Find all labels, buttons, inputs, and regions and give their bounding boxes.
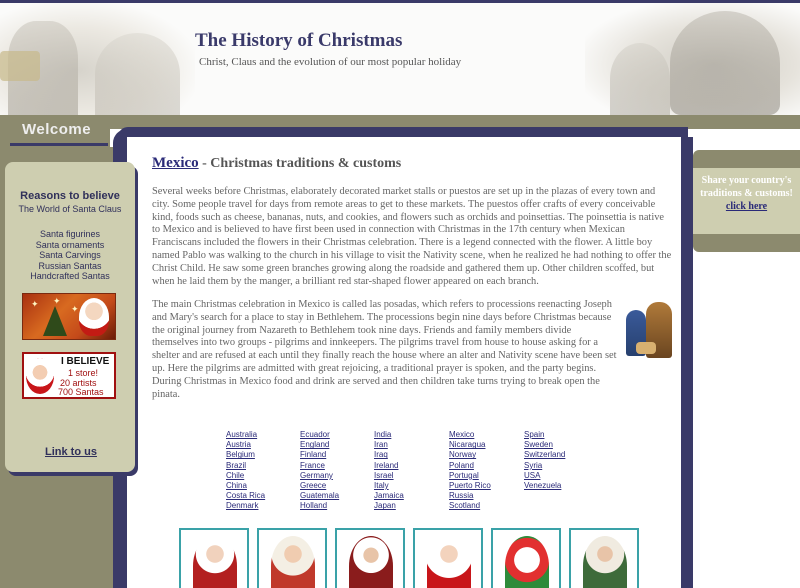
christmas-tree-icon [43, 306, 67, 336]
country-link[interactable]: Mexico [152, 155, 199, 171]
santa-thumbnail[interactable] [491, 528, 561, 588]
star-icon: ✦ [71, 304, 79, 314]
santa-figurine-image [193, 536, 237, 588]
country-link[interactable]: Nicaragua [449, 440, 486, 450]
site-subtitle: Christ, Claus and the evolution of our most popular holiday [199, 56, 462, 68]
santa-figurine-image [349, 536, 393, 588]
country-link[interactable]: Finland [300, 450, 327, 460]
country-link[interactable]: Norway [449, 450, 477, 460]
country-link[interactable]: India [374, 430, 392, 439]
country-link[interactable]: Poland [449, 460, 474, 470]
country-link[interactable]: Iran [374, 440, 388, 450]
country-link[interactable]: Switzerland [524, 450, 566, 460]
santa-figurine-image [271, 536, 315, 588]
share-box-top [693, 150, 800, 168]
santa-figurine-image [583, 536, 627, 588]
country-link[interactable]: Italy [374, 481, 389, 491]
share-click-here-link[interactable]: click here [725, 201, 768, 212]
santa-icon [79, 298, 109, 336]
country-link[interactable]: Scotland [449, 501, 481, 511]
country-list-col-3 [374, 430, 404, 512]
share-box [693, 168, 800, 234]
santa-thumbnail[interactable] [257, 528, 327, 588]
santa-figurine-image [427, 536, 471, 588]
sidebar-subheading: The World of Santa Claus [18, 204, 122, 214]
country-link[interactable]: Ecuador [300, 430, 330, 439]
sidebar-item-russian-santas[interactable]: Russian Santas [38, 260, 102, 271]
sidebar-list [5, 229, 135, 282]
country-link[interactable]: Spain [524, 430, 545, 439]
welcome-underline [10, 143, 108, 146]
nativity-manger [636, 342, 656, 354]
nativity-image [622, 302, 676, 360]
navy-frame-top [118, 127, 688, 137]
country-link[interactable]: Syria [524, 460, 543, 470]
country-link[interactable]: Russia [449, 491, 474, 501]
country-link[interactable]: Iraq [374, 450, 388, 460]
country-link[interactable]: Germany [300, 470, 333, 480]
share-text: Share your country's traditions & customs! [700, 175, 793, 199]
promo-line-1: I BELIEVE [61, 356, 110, 367]
country-link[interactable]: USA [524, 470, 541, 480]
country-link[interactable]: England [300, 440, 330, 450]
welcome-label: Welcome [22, 121, 92, 138]
paragraph-markets: Several weeks before Christmas, elaborately decorated market stalls or puestos are set up in the plazas of every town and city. Some people travel for days from remote areas to get to these markets. The puestos offer crafts of every conceivable kind, foods such as cheese, bananas, nuts, and cookies, and flowers such as orchids and poinsettias. The poinsettia is native to Mexico and is believed to have first been used in connection with Christmas in the 17th century when Mexican Franciscans included the flowers in their Christmas celebration. There is a legend connected with the flower. A little boy named Pablo was walking to the church in his village to visit the Nativity scene, when he realized he had nothing to offer the Christ Child. He saw some green branches growing along the roadside and gathered them up. Other children scoffed, but when he laid them by the manger, a brilliant red star-shaped flower appeared on each branch. [152, 186, 672, 287]
country-link[interactable]: Mexico [449, 430, 475, 439]
country-link[interactable]: Puerto Rico [449, 481, 491, 491]
santa-icon [26, 358, 54, 394]
header-figure-right [670, 11, 780, 115]
country-link[interactable]: Belgium [226, 450, 255, 460]
share-box-bottom [693, 234, 800, 252]
country-link[interactable]: Guatemala [300, 491, 340, 501]
header-figure-left-2 [95, 33, 180, 115]
site-title: The History of Christmas [195, 30, 403, 51]
sidebar-item-santa-figurines[interactable]: Santa figurines [39, 229, 101, 239]
country-list-col-4 [449, 430, 491, 512]
country-link[interactable]: Israel [374, 470, 394, 480]
country-list-col-1 [226, 430, 265, 512]
santa-thumbnail[interactable] [335, 528, 405, 588]
santa-thumbnail[interactable] [569, 528, 639, 588]
santa-figurine-image [505, 536, 549, 588]
country-link[interactable]: Denmark [226, 501, 259, 511]
star-icon: ✦ [31, 299, 39, 309]
paragraph-posadas: The main Christmas celebration in Mexico is called las posadas, which refers to processions reenacting Joseph and Mary's search for a place to stay in Bethlehem. The processions begin nine days before Christmas because the original journey from Nazareth to Bethlehem took nine days. Friends and family members divide themselves into two groups - pilgrims and innkeepers. The pilgrims travel from house to house asking for a shelter and are refused at each until they finally reach the house where an alter and Nativity scene have been set up. Here the pilgrims are admitted with great rejoicing, a traditional prayer is spoken, and the party begins. During Christmas in Mexico food and drink are served and then children take turns trying to break open the pinata. [152, 299, 617, 400]
country-link[interactable]: Holland [300, 501, 328, 511]
country-link[interactable]: Venezuela [524, 481, 562, 491]
header-art-left [0, 3, 195, 115]
header-hat [0, 51, 40, 81]
header-art-right [585, 3, 800, 115]
sidebar-item-santa-carvings[interactable]: Santa Carvings [39, 250, 101, 260]
country-link[interactable]: Chile [226, 470, 245, 480]
sidebar-heading: Reasons to believe [20, 190, 120, 202]
country-link[interactable]: Costa Rica [226, 491, 266, 501]
country-link[interactable]: France [300, 460, 325, 470]
country-link[interactable]: Jamaica [374, 491, 404, 501]
santa-thumbnail[interactable] [413, 528, 483, 588]
promo-line-2: 1 store! [68, 368, 99, 378]
santa-thumbnail[interactable] [179, 528, 249, 588]
santa-promo-banner[interactable] [22, 293, 116, 340]
country-link[interactable]: Ireland [374, 460, 399, 470]
header-figure-right-2 [610, 43, 670, 115]
country-link[interactable]: Brazil [226, 460, 247, 470]
country-list-col-5 [524, 430, 565, 491]
country-link[interactable]: China [226, 481, 247, 491]
star-icon: ✦ [53, 296, 61, 306]
page-title-suffix: - Christmas traditions & customs [198, 156, 402, 171]
page-title [152, 155, 401, 172]
navy-frame-right [681, 137, 693, 588]
country-link[interactable]: Sweden [524, 440, 553, 450]
country-link[interactable]: Portugal [449, 470, 479, 480]
sidebar-item-santa-ornaments[interactable]: Santa ornaments [35, 239, 105, 250]
country-link[interactable]: Japan [374, 501, 396, 511]
country-link[interactable]: Greece [300, 481, 327, 491]
sidebar-item-handcrafted-santas[interactable]: Handcrafted Santas [30, 271, 110, 281]
promo-line-3: 20 artists [60, 378, 97, 388]
link-to-us[interactable]: Link to us [45, 446, 97, 458]
country-list-col-2 [300, 430, 339, 512]
country-link[interactable]: Australia [226, 430, 258, 439]
i-believe-banner[interactable] [22, 352, 116, 399]
promo-line-4: 700 Santas [58, 387, 104, 397]
country-link[interactable]: Austria [226, 440, 251, 450]
